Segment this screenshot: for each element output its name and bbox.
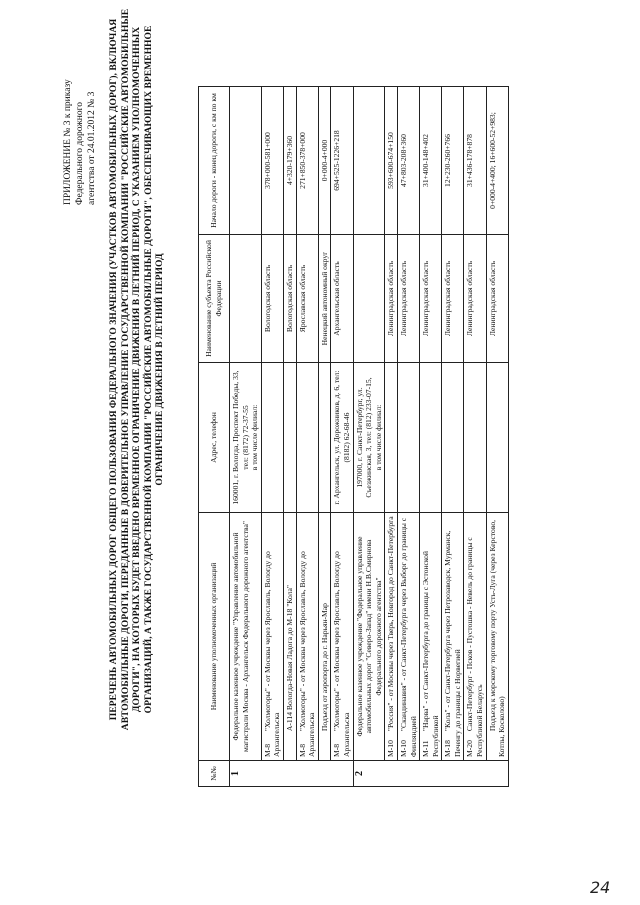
appendix-line: ПРИЛОЖЕНИЕ № 3 к приказу — [63, 79, 73, 205]
km-range: 378+000-581+000 — [261, 87, 283, 235]
road-name — [261, 513, 283, 761]
region-name: Ленинградская область — [464, 235, 486, 363]
region-name: Ленинградская область — [397, 235, 419, 363]
table-row — [261, 87, 283, 787]
table-row — [283, 87, 296, 787]
region-name: Ленинградская область — [486, 235, 508, 363]
region-name: Ленинградская область — [442, 235, 464, 363]
row-address — [420, 363, 442, 513]
header-region: Наименование субъекта Российской Федерации — [199, 235, 230, 363]
road-name — [442, 513, 464, 761]
road-name — [385, 513, 398, 761]
table-row — [464, 87, 486, 787]
org-row — [353, 87, 385, 787]
road-name — [420, 513, 442, 761]
road-description: "Россия" - от Москвы через Тверь, Новгород до Санкт-Петербурга — [386, 516, 396, 732]
km-range: 0+000-4+000 — [318, 87, 331, 235]
empty-cell — [230, 87, 262, 235]
table-body — [230, 87, 509, 787]
empty-cell — [353, 235, 385, 363]
road-description: "Нарва" - от Санкт-Петербурга до границы с Эстонской Республикой — [421, 551, 440, 757]
address-text: 197000, г. Санкт-Петербург, ул. Съезжинская, 3, тел: (812) 233-07-15, — [354, 377, 374, 498]
region-name: Ленинградская область — [385, 235, 398, 363]
address-text: 160001, г. Вологда, Проспект Победы, 33, тел: (8172) 72-37-55 — [231, 370, 250, 505]
org-address — [230, 363, 262, 513]
group-number: 2 — [353, 761, 508, 787]
road-description: "Холмогоры" - от Москвы через Ярославль, Вологду до Архангельска — [332, 551, 351, 757]
km-range: 593+600-674+150 — [385, 87, 398, 235]
road-name — [296, 513, 318, 761]
row-address — [331, 363, 353, 513]
empty-cell — [353, 87, 385, 235]
km-range: 31+400-148+402 — [420, 87, 442, 235]
region-name: Ярославская область — [296, 235, 318, 363]
table-header-row — [199, 87, 230, 787]
org-name: Федеральное казенное учреждение "Управление автомобильной магистрали Москва - Архангельск Федерального дорожного агентства" — [230, 513, 262, 761]
row-address — [486, 363, 508, 513]
road-name — [486, 513, 508, 761]
road-code: М-8 — [262, 743, 272, 757]
region-name: Вологодская область — [261, 235, 283, 363]
region-name: Вологодская область — [283, 235, 296, 363]
page-number: 24 — [590, 878, 611, 897]
table-row — [385, 87, 398, 787]
table-row — [397, 87, 419, 787]
table-row — [486, 87, 508, 787]
appendix-header — [62, 15, 98, 205]
org-address — [353, 363, 385, 513]
road-code: М-20 — [465, 740, 475, 757]
row-address — [397, 363, 419, 513]
table-row — [296, 87, 318, 787]
road-description: Подъезд от аэропорта до г. Нарьян-Мар — [319, 603, 329, 732]
road-name — [397, 513, 419, 761]
row-address — [385, 363, 398, 513]
header-addr: Адрес, телефон — [199, 363, 230, 513]
km-range: 31+436-178+878 — [464, 87, 486, 235]
table-row — [442, 87, 464, 787]
header-org: Наименование уполномоченных организаций — [199, 513, 230, 761]
road-code: М-8 — [332, 743, 342, 757]
road-code: М-10 — [398, 740, 408, 757]
region-name: Ленинградская область — [420, 235, 442, 363]
table-row — [420, 87, 442, 787]
branch-address: г. Архангельск, ул. Дорожников, д. 6, тел:(8182) 62-68-46 — [332, 370, 351, 505]
km-range: 12+230-260+766 — [442, 87, 464, 235]
region-name: Ненецкий автономный округ — [318, 235, 331, 363]
group-number: 1 — [230, 761, 354, 787]
road-description: Санкт-Петербург - Псков - Пустошка - Невель до границы с Республикой Беларусь — [465, 537, 485, 757]
row-address — [442, 363, 464, 513]
branch-label: в том числе филиал: — [373, 404, 383, 471]
road-code: М-8 — [297, 743, 307, 757]
region-name: Архангельская область — [331, 235, 353, 363]
road-description: "Холмогоры" - от Москвы через Ярославль, Вологду до Архангельска — [297, 551, 317, 757]
km-range: 47+803-208+360 — [397, 87, 419, 235]
road-description: А-114 Вологда-Новая Ладога до М-18 "Кола" — [284, 585, 294, 732]
road-name — [318, 513, 331, 761]
row-address — [464, 363, 486, 513]
row-address — [296, 363, 318, 513]
org-row — [230, 87, 262, 787]
km-range: 4+320-179+360 — [283, 87, 296, 235]
header-num: №№ — [199, 761, 230, 787]
header-km: Начало дороги - конец дороги, с км по км — [199, 87, 230, 235]
table-row — [318, 87, 331, 787]
org-name: Федеральное казенное учреждение "Федеральное управление автомобильных дорог "Северо-Запад" имени Н.В.Смирнова Федерального дорожного агентства" — [353, 513, 385, 761]
road-description: Подъезд к морскому торговому порту Усть-Луга (через Керстово, Котлы, Косколово) — [487, 519, 507, 757]
road-description: "Холмогоры" - от Москвы через Ярославль, Вологду до Архангельска — [262, 551, 282, 757]
road-name — [283, 513, 296, 761]
road-code: М-18 — [443, 740, 453, 757]
appendix-line: Федерального дорожного — [75, 101, 85, 205]
road-name — [331, 513, 353, 761]
road-description: "Скандинавия" - от Санкт-Петербурга через Выборг до границы с Финляндией — [398, 517, 418, 757]
document-title: ПЕРЕЧЕНЬ АВТОМОБИЛЬНЫХ ДОРОГ ОБЩЕГО ПОЛЬЗОВАНИЯ ФЕДЕРАЛЬНОГО ЗНАЧЕНИЯ (УЧАСТКОВ АВТОМОБИЛЬНЫХ ДОРОГ), ВКЛЮЧАЯ АВТОМОБИЛЬНЫЕ ДОРОГИ, ПЕРЕДАННЫЕ В ДОВЕРИТЕЛЬНОЕ УПРАВЛЕНИЕ ГОСУДАРСТВЕННОЙ КОМПАНИИ "РОССИЙСКИЕ АВТОМОБИЛЬНЫЕ ДОРОГИ", НА КОТОРЫХ БУДЕТ ВВЕДЕНО ВРЕМЕННОЕ ОГРАНИЧЕНИЕ ДВИЖЕНИЯ В ЛЕТНИЙ ПЕРИОД, С УКАЗАНИЕМ УПОЛНОМОЧЕННЫХ ОРГАНИЗАЦИЙ, А ТАКЖЕ ГОСУДАРСТВЕННОЙ КОМПАНИИ "РОССИЙСКИЕ АВТОМОБИЛЬНЫЕ ДОРОГИ", ОБЕСПЕЧИВАЮЩИХ ВРЕМЕННОЕ ОГРАНИЧЕНИЕ ДВИЖЕНИЯ В ЛЕТНИЙ ПЕРИОД — [108, 8, 166, 731]
road-description: "Кола" - от Санкт-Петербурга через Петрозаводск, Мурманск, Печенгу до границы с Норвегией — [443, 530, 462, 757]
km-range: 271+850-378+000 — [296, 87, 318, 235]
road-code: М-10 — [386, 740, 396, 757]
branch-label: в том числе филиал: — [250, 404, 260, 471]
empty-cell — [230, 235, 262, 363]
row-address — [261, 363, 283, 513]
km-range: 0+000-4+400; 16+600-52+983; — [486, 87, 508, 235]
roads-table — [198, 86, 509, 787]
row-address — [283, 363, 296, 513]
km-range: 694+525-1226+218 — [331, 87, 353, 235]
table-row — [331, 87, 353, 787]
road-code: М-11 — [421, 740, 431, 757]
road-name — [464, 513, 486, 761]
appendix-line: агентства от 24.01.2012 № 3 — [87, 91, 97, 205]
row-address — [318, 363, 331, 513]
